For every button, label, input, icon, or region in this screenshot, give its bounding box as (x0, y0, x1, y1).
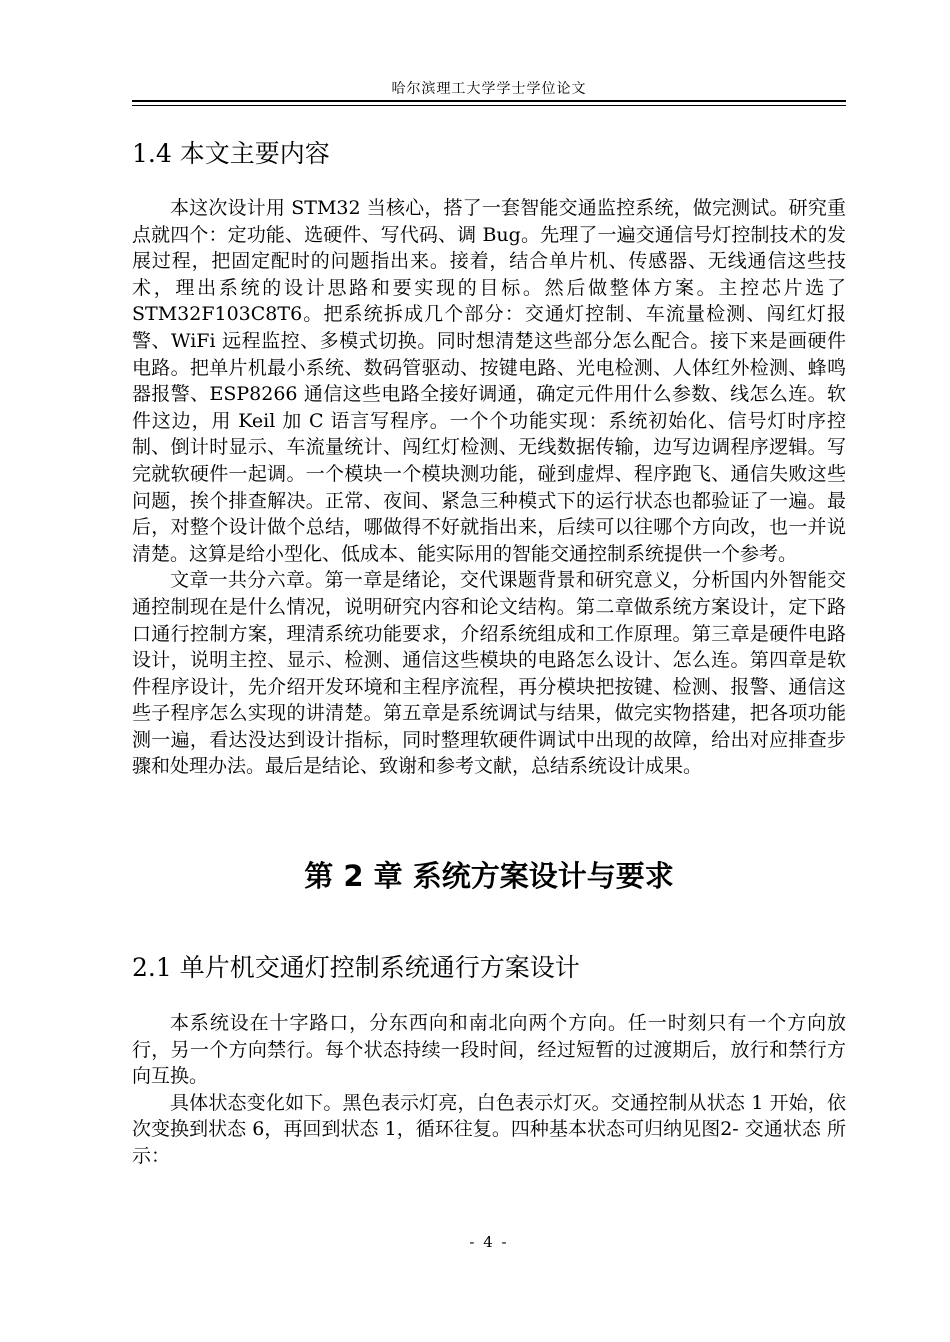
section-heading-1-4: 1.4 本文主要内容 (132, 139, 330, 168)
page-number: - 4 - (469, 1233, 509, 1251)
paragraph: 本这次设计用 STM32 当核心，搭了一套智能交通监控系统，做完测试。研究重点就四个：定功能、选硬件、写代码、调 Bug。先理了一遍交通信号灯控制技术的发展过程，把固定配时的问题指出来。接着，结合单片机、传感器、无线通信这些技术，理出系统的设计思路和要实现的目标。然后做整体方案。主控芯片选了 STM32F103C8T6。把系统拆成几个部分：交通灯控制、车流量检测、闯红灯报警、WiFi 远程监控、多模式切换。同时想清楚这些部分怎么配合。接下来是画硬件电路。把单片机最小系统、数码管驱动、按键电路、光电检测、人体红外检测、蜂鸣器报警、ESP8266 通信这些电路全接好调通，确定元件用什么参数、线怎么连。软件这边，用 Keil 加 C 语言写程序。一个个功能实现：系统初始化、信号灯时序控制、倒计时显示、车流量统计、闯红灯检测、无线数据传输，边写边调程序逻辑。写完就软硬件一起调。一个模块一个模块测功能，碰到虚焊、程序跑飞、通信失败这些问题，挨个排查解决。正常、夜间、紧急三种模式下的运行状态也都验证了一遍。最后，对整个设计做个总结，哪做得不好就指出来，后续可以往哪个方向改，也一并说清楚。这算是给小型化、低成本、能实际用的智能交通控制系统提供一个参考。 (132, 197, 846, 565)
section-1-4-body (132, 195, 846, 780)
section-2-1-body (132, 1010, 846, 1170)
paragraph: 本系统设在十字路口，分东西向和南北向两个方向。任一时刻只有一个方向放行，另一个方向禁行。每个状态持续一段时间，经过短暂的过渡期后，放行和禁行方向互换。 (132, 1012, 846, 1088)
header-rule-thin (132, 105, 846, 106)
header-rule-thick (132, 100, 846, 102)
paragraph: 文章一共分六章。第一章是绪论，交代课题背景和研究意义，分析国内外智能交通控制现在是什么情况，说明研究内容和论文结构。第二章做系统方案设计，定下路口通行控制方案，理清系统功能要求，介绍系统组成和工作原理。第三章是硬件电路设计，说明主控、显示、检测、通信这些模块的电路怎么设计、怎么连。第四章是软件程序设计，先介绍开发环境和主程序流程，再分模块把按键、检测、报警、通信这些子程序怎么实现的讲清楚。第五章是系统调试与结果，做完实物搭建，把各项功能测一遍，看达没达到设计指标，同时整理软硬件调试中出现的故障，给出对应排查步骤和处理办法。最后是结论、致谢和参考文献，总结系统设计成果。 (132, 569, 846, 778)
paragraph: 具体状态变化如下。黑色表示灯亮，白色表示灯灭。交通控制从状态 1 开始，依次变换到状态 6，再回到状态 1，循环往复。四种基本状态可归纳见图2- 交通状态 所示： (132, 1091, 846, 1167)
section-heading-2-1: 2.1 单片机交通灯控制系统通行方案设计 (132, 953, 580, 982)
chapter-heading: 第 2 章 系统方案设计与要求 (304, 859, 674, 893)
running-header: 哈尔滨理工大学学士学位论文 (391, 81, 587, 97)
